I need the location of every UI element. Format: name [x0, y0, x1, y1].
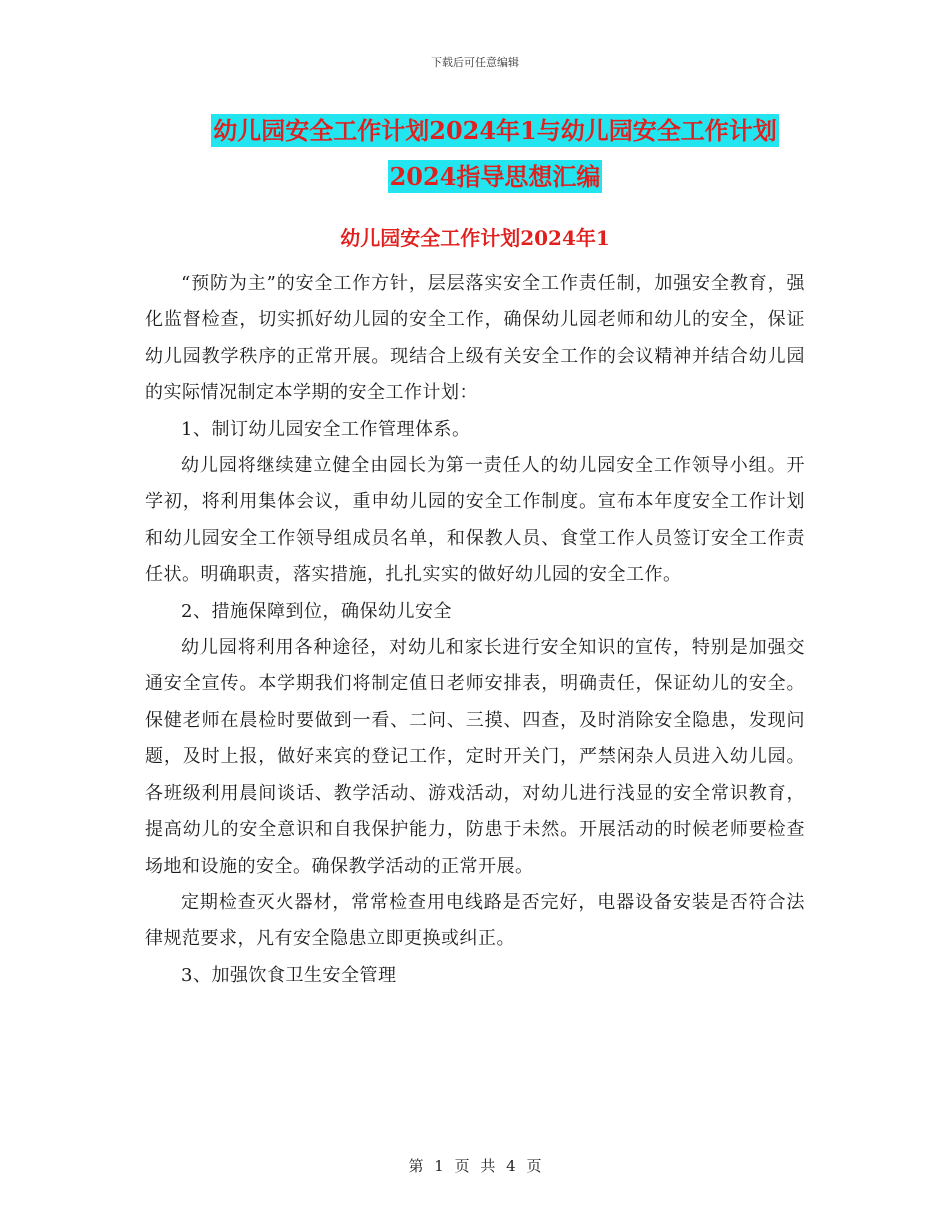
- title-line-1: 幼儿园安全工作计划2024年1与幼儿园安全工作计划: [213, 116, 777, 145]
- paragraph: 1、制订幼儿园安全工作管理体系。: [181, 418, 471, 440]
- header-note: 下载后可任意编辑: [431, 56, 519, 69]
- paragraph: “预防为主”的安全工作方针，层层落实安全工作责任制，加强安全教育，强化监督检查，切实抓好幼儿园的安全工作，确保幼儿园老师和幼儿的安全，保证幼儿园教学秩序的正常开展。现结合上级有关安全工作的会议精神并结合幼儿园的实际情况制定本学期的安全工作计划：: [145, 273, 805, 404]
- title-line-2: 2024指导思想汇编: [389, 162, 601, 191]
- paragraph: 定期检查灭火器材，常常检查用电线路是否完好，电器设备安装是否符合法律规范要求，凡有安全隐患立即更换或纠正。: [145, 891, 805, 950]
- document-title: [150, 108, 840, 200]
- paragraph: 幼儿园将利用各种途径，对幼儿和家长进行安全知识的宣传，特别是加强交通安全宣传。本学期我们将制定值日老师安排表，明确责任，保证幼儿的安全。保健老师在晨检时要做到一看、二问、三摸、四查，及时消除安全隐患，发现问题，及时上报，做好来宾的登记工作，定时开关门，严禁闲杂人员进入幼儿园。各班级利用晨间谈话、教学活动、游戏活动，对幼儿进行浅显的安全常识教育，提高幼儿的安全意识和自我保护能力，防患于未然。开展活动的时候老师要检查场地和设施的安全。确保教学活动的正常开展。: [145, 637, 805, 877]
- paragraph: 3、加强饮食卫生安全管理: [181, 964, 397, 986]
- page-footer: 第 1 页 共 4 页: [408, 1157, 542, 1175]
- document-body: [145, 266, 805, 994]
- section-title: 幼儿园安全工作计划2024年1: [340, 226, 610, 250]
- paragraph: 2、措施保障到位，确保幼儿安全: [181, 600, 452, 622]
- paragraph: 幼儿园将继续建立健全由园长为第一责任人的幼儿园安全工作领导小组。开学初，将利用集体会议，重申幼儿园的安全工作制度。宣布本年度安全工作计划和幼儿园安全工作领导组成员名单，和保教人员、食堂工作人员签订安全工作责任状。明确职责，落实措施，扎扎实实的做好幼儿园的安全工作。: [145, 455, 805, 586]
